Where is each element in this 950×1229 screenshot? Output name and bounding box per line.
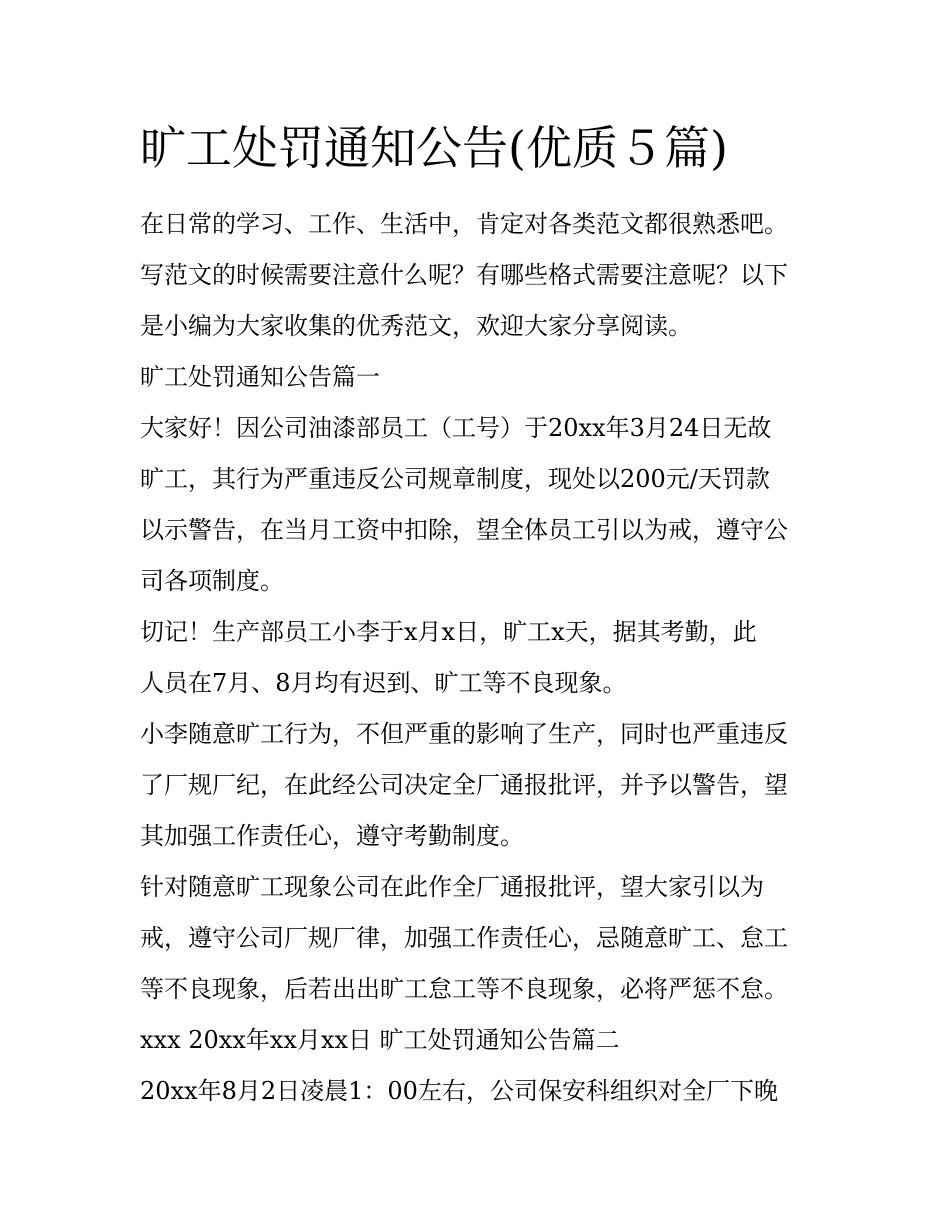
body-line: 以示警告，在当月工资中扣除，望全体员工引以为戒，遵守公 [140, 516, 788, 544]
document-body [140, 199, 820, 1117]
body-line: 针对随意旷工现象公司在此作全厂通报批评，望大家引以为 [140, 873, 764, 901]
body-line: 戒，遵守公司厂规厂律，加强工作责任心，忌随意旷工、怠工 [140, 924, 788, 952]
body-line: 了厂规厂纪，在此经公司决定全厂通报批评，并予以警告，望 [140, 771, 788, 799]
body-line: 写范文的时候需要注意什么呢？有哪些格式需要注意呢？以下 [140, 261, 788, 289]
body-line: 人员在7月、8月均有迟到、旷工等不良现象。 [140, 669, 627, 697]
body-line: 切记！生产部员工小李于x月x日，旷工x天，据其考勤，此 [140, 618, 757, 646]
body-line: 等不良现象，后若出出旷工怠工等不良现象，必将严惩不怠。 [140, 975, 788, 1003]
body-line: 20xx年8月2日凌晨1：00左右，公司保安科组织对全厂下晚 [140, 1077, 778, 1105]
document-title: 旷工处罚通知公告(优质５篇) [140, 121, 728, 175]
body-line: 其加强工作责任心，遵守考勤制度。 [140, 822, 524, 850]
body-line: 司各项制度。 [140, 567, 284, 595]
body-line: 小李随意旷工行为，不但严重的影响了生产，同时也严重违反 [140, 720, 788, 748]
signature-and-section-heading-2: xxx 20xx年xx月xx日 旷工处罚通知公告篇二 [140, 1026, 620, 1054]
body-line: 旷工，其行为严重违反公司规章制度，现处以200元/天罚款 [140, 465, 770, 493]
section-heading-1: 旷工处罚通知公告篇一 [140, 363, 380, 391]
body-line: 大家好！因公司油漆部员工（工号）于20xx年3月24日无故 [140, 414, 772, 442]
body-line: 是小编为大家收集的优秀范文，欢迎大家分享阅读。 [140, 312, 692, 340]
body-line: 在日常的学习、工作、生活中，肯定对各类范文都很熟悉吧。 [140, 210, 788, 238]
